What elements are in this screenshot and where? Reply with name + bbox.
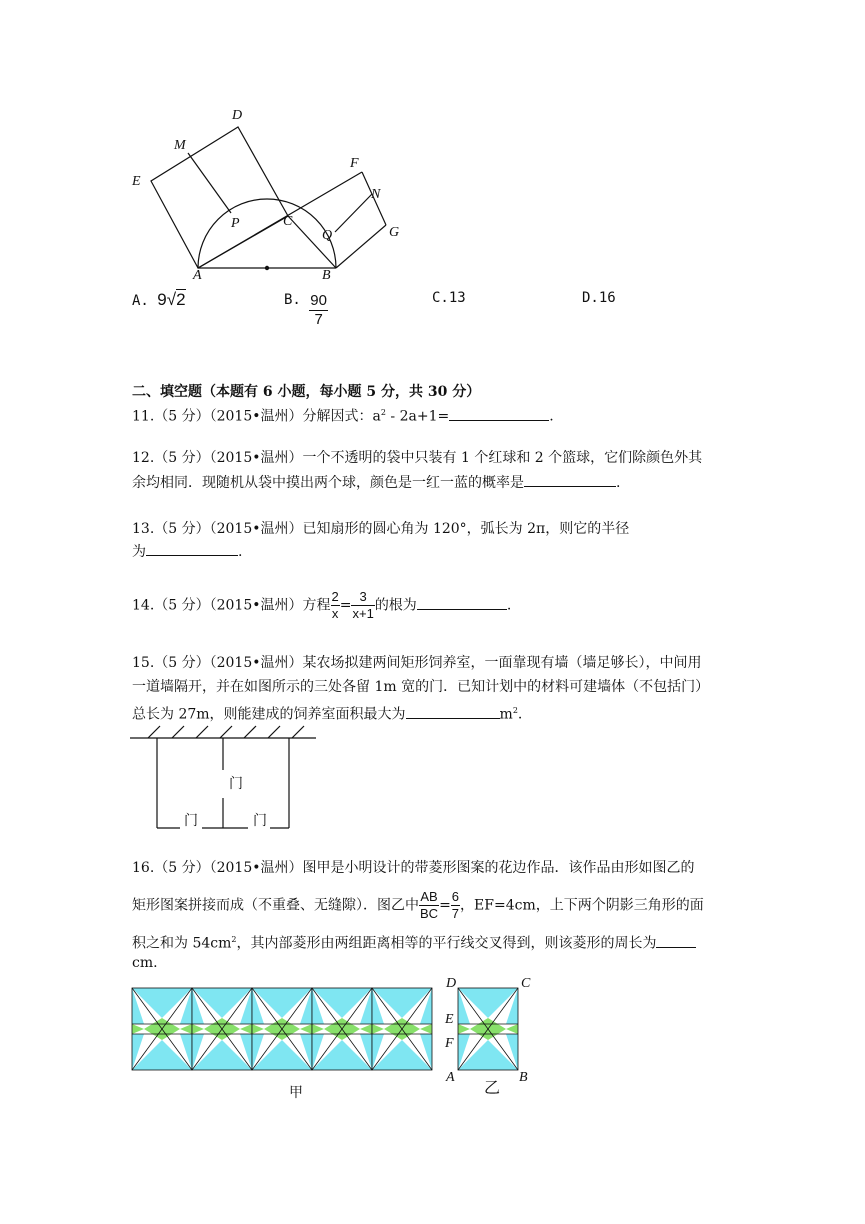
question-12-line2: [132, 472, 620, 493]
q16-fraction-1: [419, 889, 439, 922]
q16-line2a: 矩形图案拼接而成（不重叠、无缝隙）．图乙中: [132, 897, 419, 914]
q14-f1-num: 2: [331, 589, 339, 604]
section-title: 二、填空题（本题有 6 小题，每小题 5 分，共 30 分）: [132, 384, 481, 400]
choice-b-prefix: B.: [284, 292, 301, 308]
question-12-line1: 12.（5 分）（2015•温州）一个不透明的袋中只装有 1 个红球和 2 个篮球，它们除颜色外其: [132, 450, 703, 466]
label-N: N: [371, 187, 381, 202]
figure-q15: [125, 722, 325, 832]
label-G: G: [389, 225, 400, 240]
label-jia: 甲: [289, 1085, 303, 1101]
label-yi-C: C: [521, 976, 531, 991]
question-15-line2: 一道墙隔开，并在如图所示的三处各留 1m 宽的门．已知计划中的材料可建墙体（不包括门）: [132, 679, 710, 695]
question-16-line4: cm.: [132, 955, 158, 971]
label-yi-D: D: [446, 976, 457, 991]
q14-prefix: 14.（5 分）（2015•温州）方程: [132, 597, 331, 614]
question-16-line3: [132, 930, 696, 954]
q14-f2-den: x+1: [352, 606, 374, 621]
q16-f1-den: BC: [420, 906, 439, 921]
q15-end: .: [517, 706, 523, 723]
choice-a-value: [157, 289, 185, 309]
question-16-line1: 16.（5 分）（2015•温州）图甲是小明设计的带菱形图案的花边作品．该作品由形如图乙的: [132, 860, 695, 876]
label-yi-F: F: [445, 1036, 454, 1051]
q16-f1-num: AB: [420, 889, 438, 904]
q16-line3a: 积之和为 54cm: [132, 935, 232, 952]
choice-d: D.16: [582, 290, 616, 306]
question-13-line2: [132, 541, 242, 562]
q15-unit-sup: 2: [512, 706, 518, 715]
q11-sup: 2: [380, 408, 386, 417]
q14-end: .: [506, 597, 512, 614]
label-P: P: [231, 216, 240, 231]
label-yi-B: B: [519, 1070, 528, 1085]
q12-end: .: [616, 475, 621, 491]
q16-fraction-2: [451, 889, 460, 922]
choice-b-num: 90: [310, 292, 327, 309]
q14-suffix: 的根为: [374, 597, 417, 614]
q11-suffix: - 2a+1=: [385, 408, 450, 425]
q16-f2-den: 7: [451, 906, 460, 921]
label-B: B: [322, 268, 331, 283]
label-yi-E: E: [445, 1012, 454, 1027]
label-D: D: [232, 108, 243, 123]
q16-line3b: ，其内部菱形由两组距离相等的平行线交叉得到，则该菱形的周长为: [236, 935, 657, 952]
label-M: M: [174, 138, 186, 153]
question-16-line2: [132, 889, 704, 922]
question-13-line1: 13.（5 分）（2015•温州）已知扇形的圆心角为 120°，弧长为 2π，则它的半径: [132, 521, 630, 537]
answer-blank-12[interactable]: [524, 472, 616, 487]
q16-f2-num: 6: [451, 889, 460, 904]
label-E: E: [132, 174, 141, 189]
q14-fraction-1: [331, 589, 340, 622]
label-A: A: [193, 268, 202, 283]
question-14: [132, 589, 511, 622]
figure-q16-yi: [455, 986, 521, 1072]
q12-line2-text: 余均相同．现随机从袋中摸出两个球，颜色是一红一蓝的概率是: [132, 475, 524, 491]
answer-blank-11[interactable]: [449, 406, 549, 421]
label-F: F: [350, 156, 359, 171]
q14-eq: =: [339, 597, 352, 614]
label-yi: 乙: [484, 1078, 501, 1097]
choice-b-fraction: [309, 292, 328, 329]
q16-eq: =: [439, 897, 451, 914]
choice-a-prefix: A.: [132, 293, 149, 309]
q16-line2b: ，EF=4cm，上下两个阴影三角形的面: [460, 897, 704, 914]
door-label-middle: 门: [229, 776, 243, 792]
choice-c: C.13: [432, 290, 466, 306]
door-label-right: 门: [253, 813, 267, 829]
choice-b-den: 7: [314, 311, 323, 328]
q15-unit: m: [499, 706, 513, 723]
q13-line2-text: 为: [132, 544, 146, 560]
answer-blank-13[interactable]: [146, 541, 238, 556]
label-Q: Q: [322, 228, 333, 243]
answer-blank-15[interactable]: [406, 704, 500, 719]
radical-icon: √: [166, 290, 177, 309]
door-label-left: 门: [184, 813, 198, 829]
q11-end: .: [549, 408, 554, 425]
q14-f2-num: 3: [351, 589, 374, 606]
q14-f1-den: x: [331, 606, 339, 621]
choice-a: [132, 290, 186, 310]
q13-end: .: [238, 544, 243, 560]
q16-line3-sup: 2: [231, 935, 237, 944]
answer-blank-14[interactable]: [417, 595, 507, 610]
question-15-line1: 15.（5 分）（2015•温州）某农场拟建两间矩形饲养室，一面靠现有墙（墙足够长），中间用: [132, 655, 702, 671]
choice-a-coef: 9: [157, 290, 167, 309]
q14-fraction-2: [351, 589, 374, 622]
question-11: [132, 403, 554, 427]
figure-q16-jia: [130, 987, 436, 1072]
q15-line3-text: 总长为 27m，则能建成的饲养室面积最大为: [132, 706, 406, 723]
label-C: C: [283, 214, 293, 229]
label-yi-A: A: [446, 1070, 455, 1085]
answer-blank-16[interactable]: [656, 933, 696, 948]
choice-a-rad: 2: [176, 290, 186, 309]
q11-prefix: 11.（5 分）（2015•温州）分解因式：a: [132, 408, 381, 425]
choice-b: [284, 292, 328, 329]
